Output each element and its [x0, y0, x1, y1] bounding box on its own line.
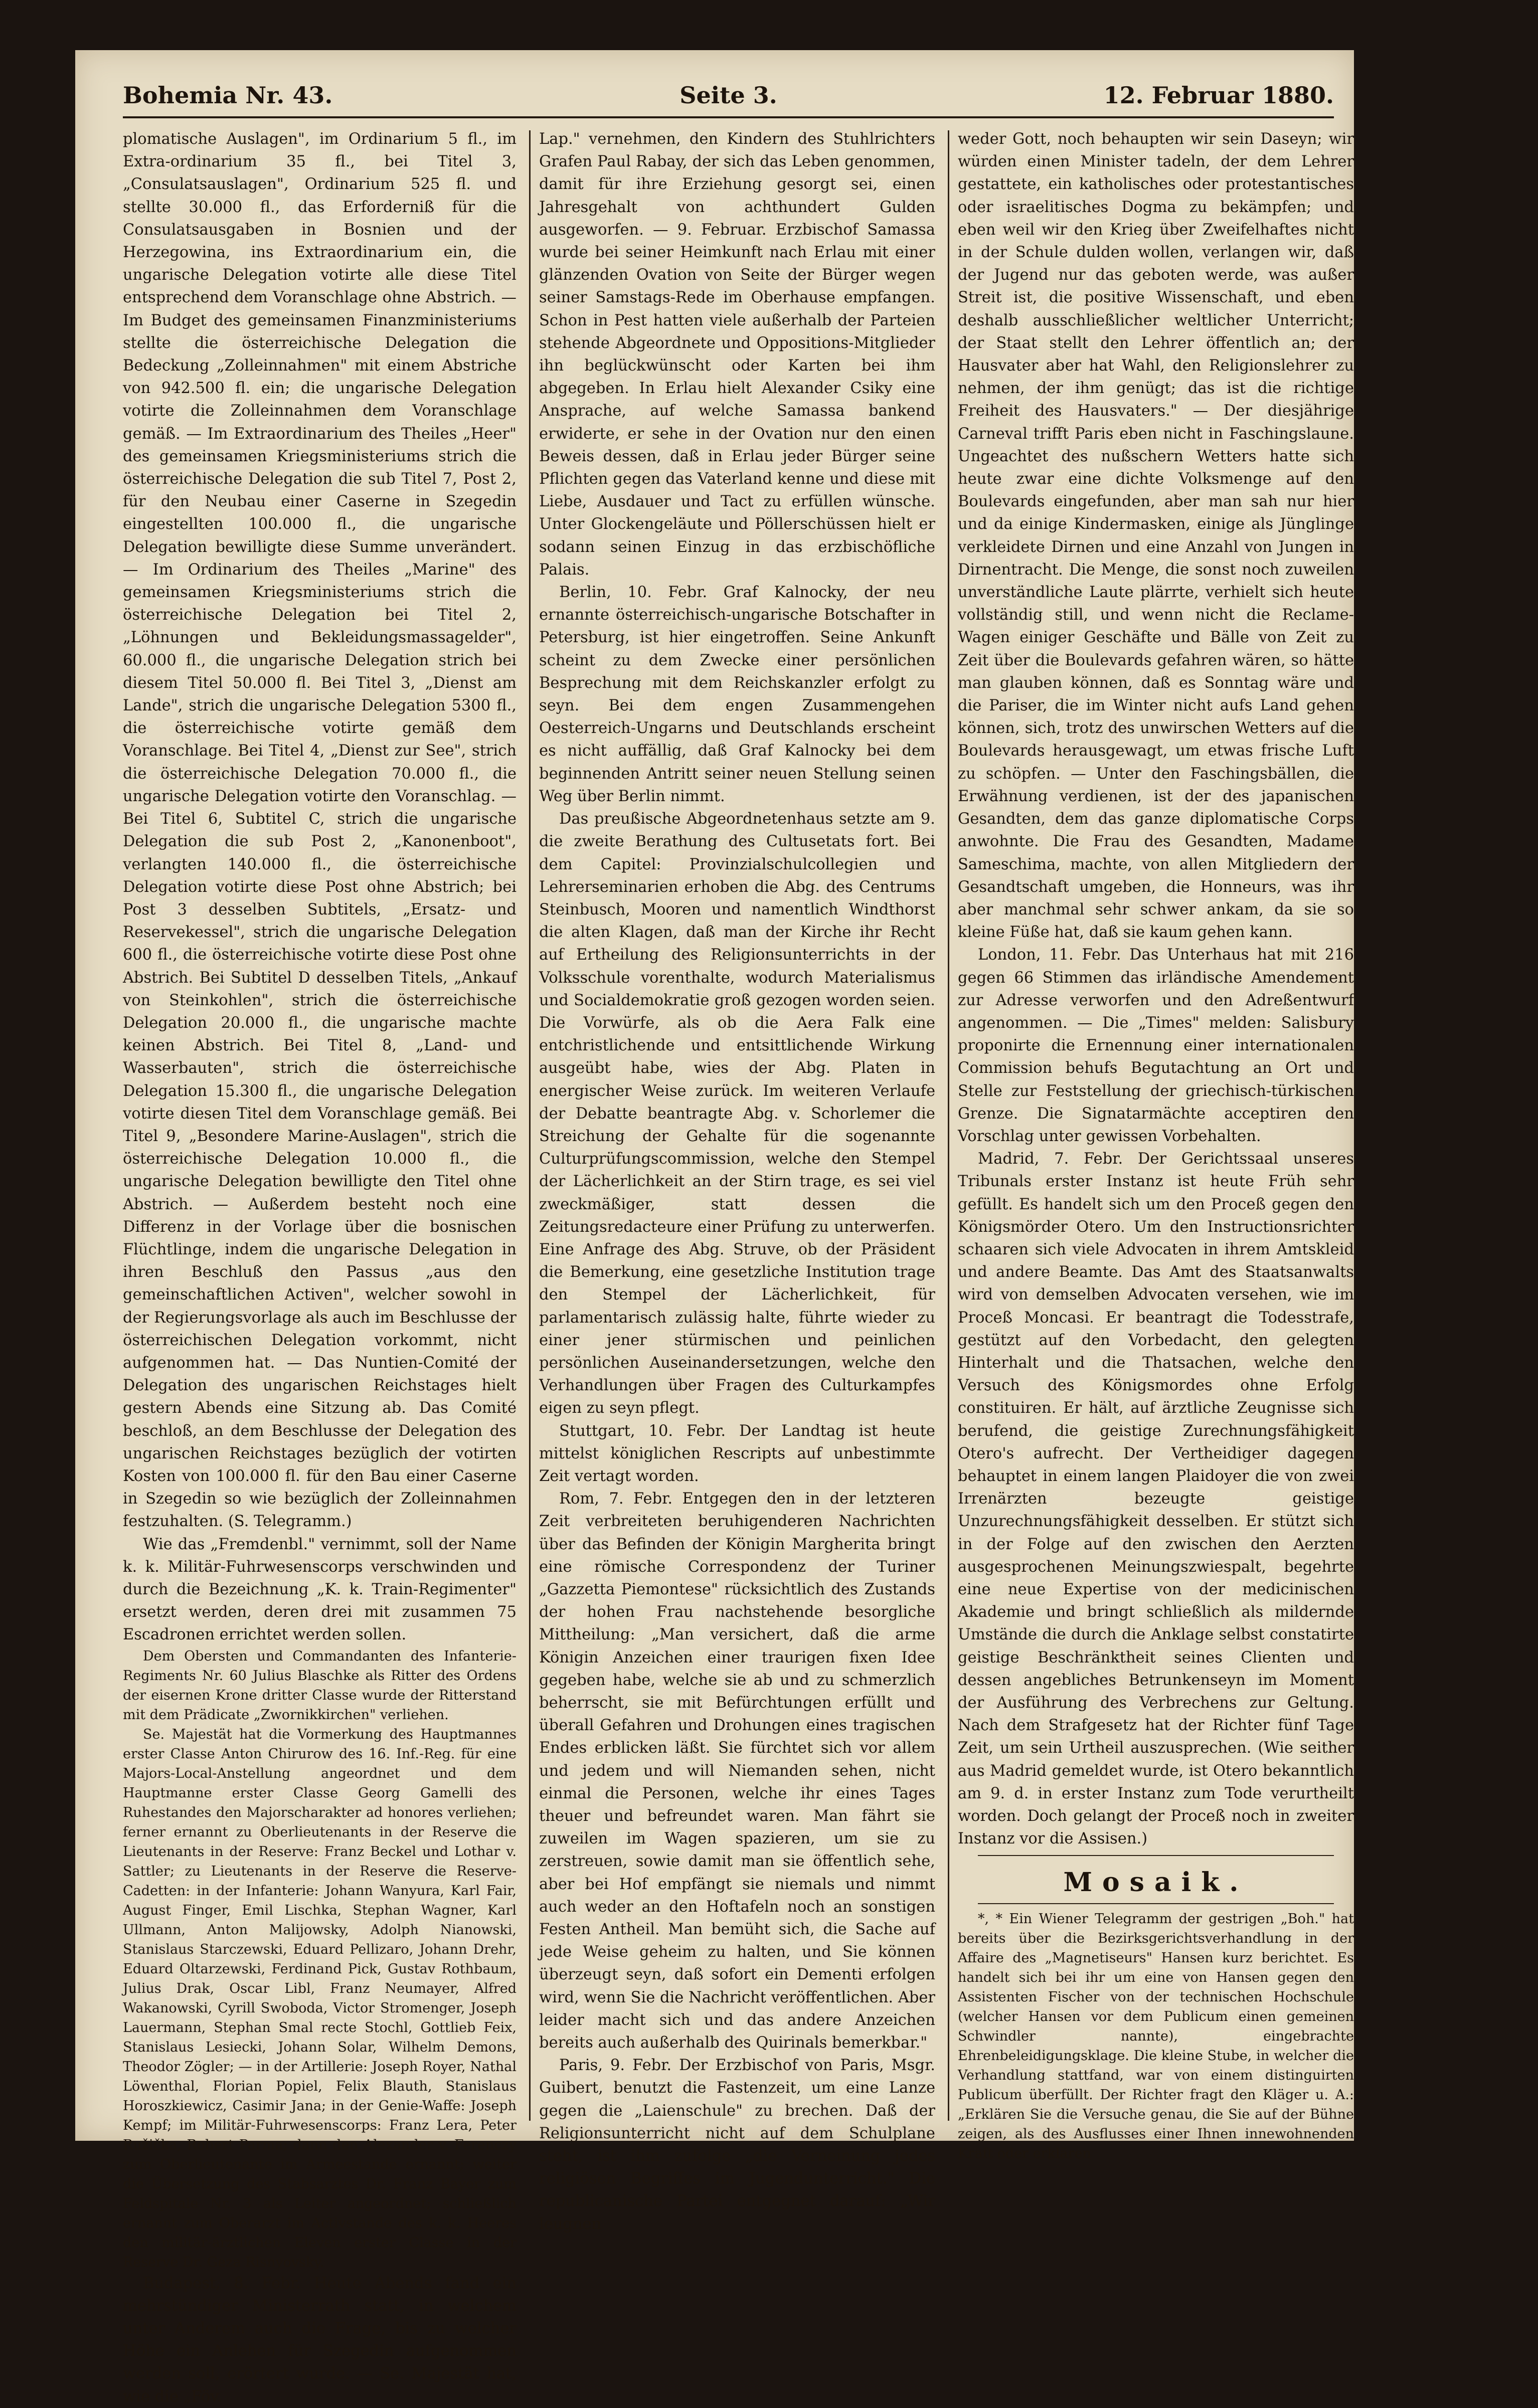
column-divider-2 [948, 130, 949, 2121]
article-london: London, 11. Febr. Das Unterhaus hat mit 216 gegen 66 Stimmen das irländische Amendement zur Adresse verworfen und den Adreßentwurf angenommen. — Die „Times" melden: Salisbury proponirte die Ernennung einer internationalen Commission behufs Begutachtung an Ort und Stelle zur Feststellung der griechisch-türkischen Grenze. Die Signatarmächte acceptiren den Vorschlag unter gewissen Vorbehalten. [958, 946, 1354, 1145]
article-budapest-continued: Lap." vernehmen, den Kindern des Stuhlrichters Grafen Paul Rabay, der sich das Leben genommen, damit für ihre Erziehung gesorgt sei, einen Jahresgehalt von achthundert Gulden ausgeworfen. — 9. Februar. Erzbischof Samassa wurde bei seiner Heimkunft nach Erlau mit einer glänzenden Ovation von Seite der Bürger wegen seiner Samstags-Rede im Oberhause empfangen. Schon in Pest hatten viele außerhalb der Parteien stehende Abgeordnete und Oppositions-Mitglieder ihn beglückwünscht oder Karten bei ihm abgegeben. In Erlau hielt Alexander Csiky eine Ansprache, auf welche Samassa bankend erwiderte, er sehe in der Ovation nur den einen Beweis dessen, daß in Erlau jeder Bürger seine Pflichten gegen das Vaterland kenne und diese mit Liebe, Ausdauer und Tact zu erfüllen wünsche. Unter Glockengeläute und Pöllerschüssen hielt er sodann seinen Einzug in das erzbischöfliche Palais. [539, 130, 935, 579]
article-prussian-house: Das preußische Abgeordnetenhaus setzte am 9. die zweite Berathung des Cultusetats fort. Bei dem Capitel: Provinzialschulcollegien und Lehrerseminarien erhoben die Abg. des Centrums Steinbusch, Mooren und namentlich Windthorst die alten Klagen, daß man der Kirche ihr Recht auf Ertheilung des Religionsunterrichts in der Volksschule vorenthalte, wodurch Materialismus und Socialdemokratie groß gezogen worden seien. Die Vorwürfe, als ob die Aera Falk eine entchristlichende und entsittlichende Wirkung ausgeübt habe, wies der Abg. Platen in energischer Weise zurück. Im weiteren Verlaufe der Debatte beantragte Abg. v. Schorlemer die Streichung der Gehalte für die sogenannte Culturprüfungscommission, welche den Stempel der Lächerlichkeit an der Stirn trage, es sei viel zweckmäßiger, statt dessen die Zeitungsredacteure einer Prüfung zu unterwerfen. Eine Anfrage des Abg. Struve, ob der Präsident die Bemerkung, eine gesetzliche Institution trage den Stempel der Lächerlichkeit, für parlamentarisch zulässig halte, führte wieder zu einer jener stürmischen und peinlichen persönlichen Auseinandersetzungen, welche den Verhandlungen über Fragen des Culturkampfes eigen zu seyn pflegt. [539, 810, 935, 1417]
header-issue: Bohemia Nr. 43. [123, 82, 333, 109]
article-madrid: Madrid, 7. Febr. Der Gerichtssaal unseres Tribunals erster Instanz ist heute Früh sehr gefüllt. Es handelt sich um den Proceß gegen den Königsmörder Otero. Um den Instructionsrichter schaaren sich viele Advocaten in ihrem Amtskleid und andere Beamte. Das Amt des Staatsanwalts wird von demselben Advocaten versehen, wie im Proceß Moncasi. Er beantragt die Todesstrafe, gestützt auf den Vorbedacht, den gelegten Hinterhalt und die Thatsachen, welche den Versuch des Königsmordes ohne Erfolg constituiren. Er hält, auf ärztliche Zeugnisse sich berufend, die geistige Zurechnungsfähigkeit Otero's aufrecht. Der Vertheidiger dagegen behauptet in einem langen Plaidoyer die von zwei Irrenärzten bezeugte geistige Unzurechnungsfähigkeit desselben. Er stützt sich in der Folge auf den zwischen den Aerzten ausgesprochenen Meinungszwiespalt, begehrte eine neue Expertise von der medicinischen Akademie und bringt schließlich als mildernde Umstände die durch die Anklage selbst constatirte geistige Beschränktheit seines Clienten und dessen angebliches Betrunkenseyn im Moment der Ausführung des Verbrechens zur Geltung. Nach dem Strafgesetz hat der Richter fünf Tage Zeit, um sein Urtheil auszusprechen. (Wie seither aus Madrid gemeldet wurde, ist Otero bekanntlich am 9. d. in erster Instanz zum Tode verurtheilt worden. Doch gelangt der Proceß noch in zweiter Instanz vor die Assisen.) [958, 1150, 1354, 1848]
article-budapest: Budapest, 8. Febr. Heute Abends fand ein mehrstündiger Ministerrath statt, in welchem unter Anderem auch die Frage, bis zu welcher Höhe ein Anlehen für Szegedin aufgenommen werden soll, erörtert wurde. — Se. Majestät hat, wie die „Föv. [123, 2274, 517, 2405]
article-rome: Rom, 7. Febr. Entgegen den in der letzteren Zeit verbreiteten beruhigenderen Nachrichten über das Befinden der Königin Margherita bringt eine römische Correspondenz der Turiner „Gazzetta Piemontese" rücksichtlich des Zustands der hohen Frau nachstehende besorgliche Mittheilung: „Man versichert, daß die arme Königin Anzeichen einer traurigen fixen Idee gegeben habe, welche sie ab und zu schmerzlich beherrscht, sie mit Befürchtungen erfüllt und überall Gefahren und Drohungen eines tragischen Endes erblicken läßt. Sie fürchtet sich vor allem und jedem und will Niemanden sehen, nicht einmal die Personen, welche ihr eines Tages theuer und befreundet waren. Man fährt sie zuweilen im Wagen spazieren, um sie zu zerstreuen, sowie damit man sie öffentlich sehe, aber bei Hof empfängt sie niemals und nimmt auch weder an den Hoftafeln noch an sonstigen Festen Antheil. Man bemüht sich, die Sache auf jede Weise geheim zu halten, und Sie können überzeugt seyn, daß sofort ein Dementi erfolgen wird, wenn Sie die Nachricht veröffentlichen. Aber leider macht sich und das andere Anzeichen bereits auch außerhalb des Quirinals bemerkbar." [539, 1490, 935, 2052]
column-1 [123, 128, 517, 2405]
column-2 [539, 128, 935, 2233]
article-knighthood: Dem Obersten und Commandanten des Infanterie-Regiments Nr. 60 Julius Blaschke als Ritter des Ordens der eisernen Krone dritter Classe wurde der Ritterstand mit dem Prädicate „Zwornikkirchen" verliehen. [123, 1648, 517, 1723]
article-paris-continued: weder Gott, noch behaupten wir sein Daseyn; wir würden einen Minister tadeln, der dem Lehrer gestattete, ein katholisches oder protestantisches oder israelitisches Dogma zu bekämpfen; und eben weil wir den Krieg über Zweifelhaftes nicht in der Schule dulden wollen, verlangen wir, daß der Jugend nur das geboten werde, was außer Streit ist, die positive Wissenschaft, und eben deshalb ausschließlicher weltlicher Unterricht; der Staat stellt den Lehrer öffentlich an; der Hausvater aber hat Wahl, den Religionslehrer zu nehmen, der ihm genügt; das ist die richtige Freiheit des Hausvaters." — Der diesjährige Carneval trifft Paris eben nicht in Faschingslaune. Ungeachtet des nußschern Wetters hatte sich heute zwar eine dichte Volksmenge auf den Boulevards eingefunden, aber man sah nur hier und da einige Kindermasken, einige als Jünglinge verkleidete Dirnen und eine Anzahl von Jungen in Dirnentracht. Die Menge, die sonst noch zuweilen unverständliche Laute plärrte, verhielt sich heute vollständig still, und wenn nicht die Reclame-Wagen einiger Geschäfte und Bälle von Zeit zu Zeit über die Boulevards gefahren wären, so hätte man glauben können, daß es Sonntag wäre und die Pariser, die im Winter nicht aufs Land gehen können, sich, trotz des unwirschen Wetters auf die Boulevards herausgewagt, um etwas frische Luft zu schöpfen. — Unter den Faschingsbällen, die Erwähnung verdienen, ist der des japanischen Gesandten, dem das ganze diplomatische Corps anwohnte. Die Frau des Gesandten, Madame Sameschima, machte, von allen Mitgliedern der Gesandtschaft umgeben, die Honneurs, was ihr aber manchmal sehr schwer ankam, da sie so kleine Füße hat, daß sie kaum gehen kann. [958, 130, 1354, 942]
article-paris: Paris, 9. Febr. Der Erzbischof von Paris, Msgr. Guibert, benutzt die Fastenzeit, um eine Lanze gegen die „Laienschule" zu brechen. Daß der Religionsunterricht nicht auf dem Schulplane steht, ist ihm zufolge „die Verneinung jedes religiösen Begriffes im Jugendunterricht." Die republicanische Partei entgegnet darauf: „Wir leugnen [539, 2057, 935, 2233]
section-divider [978, 1855, 1334, 1856]
column-3 [958, 128, 1354, 2161]
section-divider [978, 1903, 1334, 1904]
article-berlin: Berlin, 10. Febr. Graf Kalnocky, der neu ernannte österreichisch-ungarische Botschafter in Petersburg, ist hier eingetroffen. Seine Ankunft scheint zu dem Zwecke einer persönlichen Besprechung mit dem Reichskanzler erfolgt zu seyn. Bei dem engen Zusammengehen Oesterreich-Ungarns und Deutschlands erscheint es nicht auffällig, daß Graf Kalnocky bei dem beginnenden Antritt seiner neuen Stellung seinen Weg über Berlin nimmt. [539, 584, 935, 805]
newspaper-page [75, 50, 1354, 2405]
article-delegation-budget: plomatische Auslagen", im Ordinarium 5 fl., im Extra-ordinarium 35 fl., bei Titel 3, „Consulatsauslagen", Ordinarium 525 fl. und stellte 30.000 fl., das Erforderniß für die Consulatsausgaben in Bosnien und der Herzegowina, ins Extraordinarium ein, die ungarische Delegation votirte alle diese Titel entsprechend dem Voranschlage ohne Abstrich. — Im Budget des gemeinsamen Finanzministeriums stellte die österreichische Delegation die Bedeckung „Zolleinnahmen" mit einem Abstriche von 942.500 fl. ein; die ungarische Delegation votirte die Zolleinnahmen dem Voranschlage gemäß. — Im Extraordinarium des Theiles „Heer" des gemeinsamen Kriegsministeriums strich die österreichische Delegation die sub Titel 7, Post 2, für den Neubau einer Caserne in Szegedin eingestellten 100.000 fl., die ungarische Delegation bewilligte diese Summe unverändert. — Im Ordinarium des Theiles „Marine" des gemeinsamen Kriegsministeriums strich die österreichische Delegation bei Titel 2, „Löhnungen und Bekleidungsmassagelder", 60.000 fl., die ungarische Delegation strich bei diesem Titel 50.000 fl. Bei Titel 3, „Dienst am Lande", strich die ungarische Delegation 5300 fl., die österreichische votirte gemäß dem Voranschlage. Bei Titel 4, „Dienst zur See", strich die österreichische Delegation 70.000 fl., die ungarische Delegation votirte den Voranschlag. — Bei Titel 6, Subtitel C, strich die ungarische Delegation die sub Post 2, „Kanonenboot", verlangten 140.000 fl., die österreichische Delegation votirte diese Post ohne Abstrich; bei Post 3 desselben Subtitels, „Ersatz- und Reservekessel", strich die ungarische Delegation 600 fl., die österreichische votirte diese Post ohne Abstrich. Bei Subtitel D desselben Titels, „Ankauf von Steinkohlen", strich die österreichische Delegation 20.000 fl., die ungarische machte keinen Abstrich. Bei Titel 8, „Land- und Wasserbauten", strich die österreichische Delegation 15.300 fl., die ungarische Delegation votirte diesen Titel dem Voranschlage gemäß. Bei Titel 9, „Besondere Marine-Auslagen", strich die österreichische Delegation 10.000 fl., die ungarische Delegation bewilligte den Titel ohne Abstrich. — Außerdem besteht noch eine Differenz in der Vorlage über die bosnischen Flüchtlinge, indem die ungarische Delegation in ihren Beschluß den Passus „aus den gemeinschaftlichen Activen", welcher sowohl in der Regierungsvorlage als auch im Beschlusse der österreichischen Delegation vorkommt, nicht aufgenommen hat. — Das Nuntien-Comité der Delegation des ungarischen Reichstages hielt gestern Abends eine Sitzung ab. Das Comité beschloß, an dem Beschlusse der Delegation des ungarischen Reichstages bezüglich der votirten Kosten von 100.000 fl. für den Bau einer Caserne in Szegedin so wie bezüglich der Zolleinnahmen festzuhalten. (S. Telegramm.) [123, 130, 517, 1531]
header-date: 12. Februar 1880. [1103, 82, 1334, 109]
article-stuttgart: Stuttgart, 10. Febr. Der Landtag ist heute mittelst königlichen Rescripts auf unbestimmte Zeit vertagt worden. [539, 1422, 935, 1485]
article-mosaik: *, * Ein Wiener Telegramm der gestrigen „Boh." hat bereits über die Bezirksgerichtsverhandlung in der Affaire des „Magnetiseurs" Hansen kurz berichtet. Es handelt sich bei ihr um eine von Hansen gegen den Assistenten Fischer von der technischen Hochschule (welcher Hansen vor dem Publicum einen gemeinen Schwindler nannte), eingebrachte Ehrenbeleidigungsklage. Die kleine Stube, in welcher die Verhandlung stattfand, war von einem distinguirten Publicum überfüllt. Der Richter fragt den Kläger u. A.: „Erklären Sie die Versuche genau, die Sie auf der Bühne zeigen, als des Ausflusses einer Ihnen innewohnenden Kraft oder erklären [958, 1911, 1354, 2161]
article-promotions: Se. Majestät hat die Vormerkung des Hauptmannes erster Classe Anton Chirurow des 16. Inf.-Reg. für eine Majors-Local-Anstellung angeordnet und dem Hauptmanne erster Classe Georg Gamelli des Ruhestandes den Majorscharakter ad honores verliehen; ferner ernannt zu Oberlieutenants in der Reserve die Lieutenants in der Reserve: Franz Beckel und Lothar v. Sattler; zu Lieutenants in der Reserve die Reserve-Cadetten: in der Infanterie: Johann Wanyura, Karl Fair, August Finger, Emil Lischka, Stephan Wagner, Karl Ullmann, Anton Malijowsky, Adolph Nianowski, Stanislaus Starczewski, Eduard Pellizaro, Johann Drehr, Eduard Oltarzewski, Ferdinand Pick, Gustav Rothbaum, Julius Drak, Oscar Libl, Franz Neumayer, Alfred Wakanowski, Cyrill Swoboda, Victor Stromenger, Joseph Lauermann, Stephan Smal recte Stochl, Gottlieb Feix, Stanislaus Lesiecki, Johann Solar, Wilhelm Demons, Theodor Zögler; — in der Artillerie: Joseph Royer, Nathal Löwenthal, Florian Popiel, Felix Blauth, Stanislaus Horoszkiewicz, Casimir Jana; in der Genie-Waffe: Joseph Kempf; im Militär-Fuhrwesenscorps: Franz Lera, Peter Ružička, Robert Parma; dann den Alexander v. Ferenczy zum Oberlieutenante im Armeestande ernannt; weiter die Übersetzung des Stabsarztes Dr. Franz Bayer zum Feldspitale Nr. 3 als Leiter angeordnet; schließlich ernannt zum Oberarzt im Activstande des k. k. Heeres den militär-ärztlichen Eleven erster Classe in der Reserve Dr. Geza Risnyovsky. [123, 1726, 517, 2270]
column-divider-1 [529, 130, 531, 2121]
article-train-regiments: Wie das „Fremdenbl." vernimmt, soll der Name k. k. Militär-Fuhrwesenscorps verschwinden und durch die Bezeichnung „K. k. Train-Regimenter" ersetzt werden, deren drei mit zusammen 75 Escadronen errichtet werden sollen. [123, 1535, 517, 1644]
section-title-mosaik: Mosaik. [1063, 1867, 1249, 1898]
page-header [123, 78, 1334, 113]
header-rule [123, 116, 1334, 118]
header-page-number: Seite 3. [679, 82, 777, 109]
